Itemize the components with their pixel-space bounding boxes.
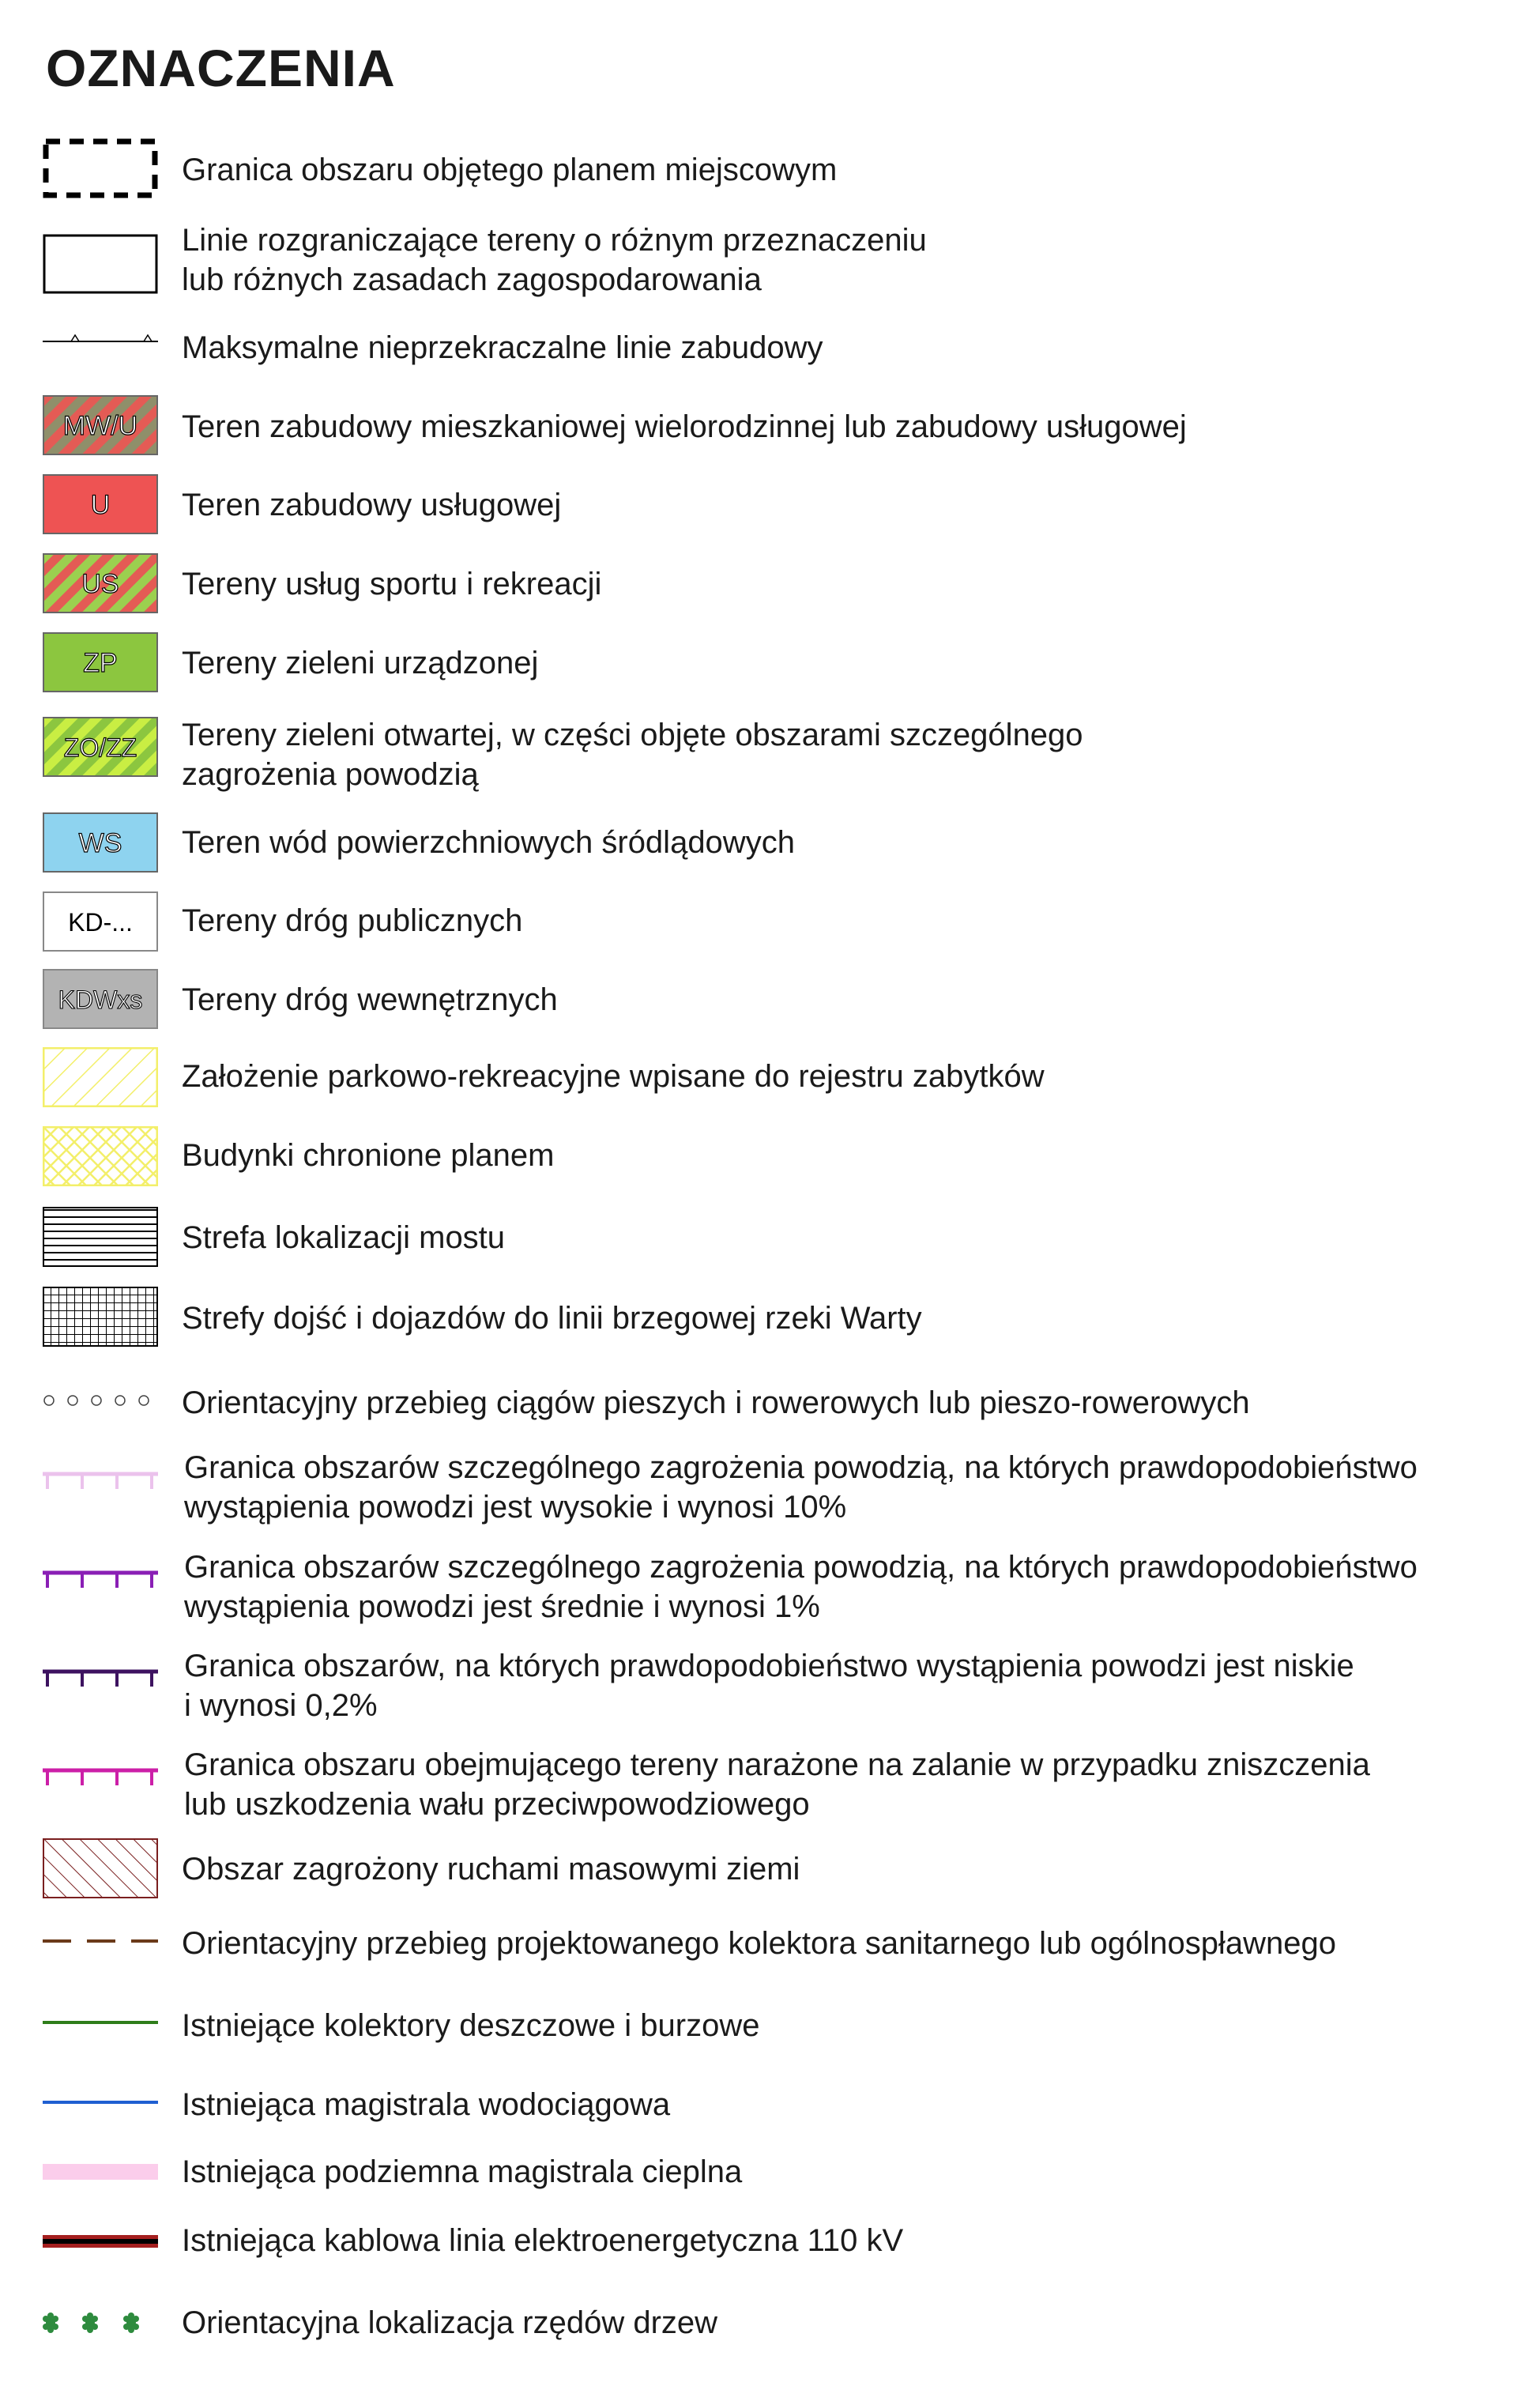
- legend-label-line: Strefy dojść i dojazdów do linii brzegowej rzeki Warty: [182, 1301, 922, 1336]
- legend-label-rzedy-drzew: [182, 2303, 717, 2343]
- flood-02-boundary-symbol: [43, 1668, 158, 1691]
- legend-title: OZNACZENIA: [46, 39, 396, 97]
- ws-zone-swatch: [43, 812, 158, 873]
- legend-label-line: Istniejąca podziemna magistrala cieplna: [182, 2154, 743, 2189]
- legend-label-us: [182, 564, 601, 604]
- legend-label-granica-planu: [182, 150, 837, 190]
- zone-code: US: [81, 569, 119, 599]
- zone-code: ZP: [83, 648, 118, 678]
- legend-label-u: [182, 485, 561, 525]
- legend-label-line: wystąpienia powodzi jest średnie i wynosi 1%: [184, 1589, 820, 1624]
- flood-10-boundary-symbol: [43, 1470, 158, 1494]
- legend-label-kdw: [182, 980, 558, 1020]
- legend-label-line: Istniejące kolektory deszczowe i burzowe: [182, 2008, 760, 2043]
- legend-label-line: Założenie parkowo-rekreacyjne wpisane do rejestru zabytków: [182, 1059, 1045, 1094]
- us-zone-swatch: [43, 553, 158, 613]
- zone-code: KD-...: [68, 908, 133, 937]
- kdw-zone-swatch: [43, 969, 158, 1029]
- legend-label-kolektor-sanitarny: [182, 1924, 1336, 1963]
- legend-label-kolektory-deszczowe: [182, 2006, 759, 2045]
- solid-boundary-symbol: [43, 234, 158, 294]
- legend-label-line: Granica obszarów szczególnego zagrożenia powodzią, na których prawdopodobieństwo: [184, 1550, 1418, 1585]
- legend-label-line: Granica obszarów, na których prawdopodobieństwo wystąpienia powodzi jest niskie: [184, 1649, 1354, 1683]
- protected-buildings-swatch: [43, 1126, 158, 1186]
- dashed-boundary-symbol: [43, 138, 158, 198]
- legend-label-line: Orientacyjny przebieg projektowanego kolektora sanitarnego lub ogólnospławnego: [182, 1926, 1336, 1961]
- mw-u-zone-swatch: [43, 395, 158, 455]
- legend-label-linia-110kv: [182, 2221, 903, 2260]
- legend-label-line: lub różnych zasadach zagospodarowania: [182, 262, 762, 297]
- legend-label-budynki-chronione: [182, 1136, 554, 1175]
- legend-label-line: Istniejąca magistrala wodociągowa: [182, 2087, 671, 2122]
- legend-label-line: Granica obszaru objętego planem miejscowym: [182, 153, 838, 187]
- zone-code: ZO/ZZ: [63, 733, 137, 762]
- heat-main-symbol: [43, 2162, 158, 2181]
- pedestrian-path-symbol: [43, 1393, 158, 1408]
- legend-label-line: zagrożenia powodzią: [182, 757, 479, 792]
- legend-label-ciagi-pieszo-rowerowe: [182, 1383, 1250, 1423]
- legend-label-magistrala-wodociagowa: [182, 2085, 670, 2124]
- u-zone-swatch: [43, 474, 158, 534]
- legend-label-linie-rozgraniczajace: [182, 221, 927, 300]
- legend-label-line: Tereny zieleni otwartej, w części objęte obszarami szczególnego: [182, 718, 1083, 752]
- legend-label-line: Orientacyjna lokalizacja rzędów drzew: [182, 2305, 718, 2340]
- legend-label-kd: [182, 901, 522, 940]
- monument-park-swatch: [43, 1047, 158, 1107]
- flood-1-boundary-symbol: [43, 1569, 158, 1593]
- levee-flood-boundary-symbol: [43, 1766, 158, 1790]
- zone-code: WS: [78, 828, 122, 858]
- legend-label-park-zabytek: [182, 1057, 1045, 1096]
- legend-label-line: Istniejąca kablowa linia elektroenergetyczna 110 kV: [182, 2223, 904, 2258]
- legend-label-strefa-mostu: [182, 1218, 505, 1257]
- legend-label-line: Tereny usług sportu i rekreacji: [182, 567, 602, 601]
- legend-label-line: Teren zabudowy mieszkaniowej wielorodzinnej lub zabudowy usługowej: [182, 409, 1187, 444]
- legend-label-powodz-02: [184, 1646, 1354, 1725]
- storm-collector-symbol: [43, 2018, 158, 2027]
- legend-label-line: lub uszkodzenia wału przeciwpowodziowego: [184, 1787, 810, 1822]
- legend-label-line: Strefa lokalizacji mostu: [182, 1220, 506, 1255]
- legend-label-ruchy-masowe: [182, 1849, 800, 1889]
- kd-zone-swatch: [43, 891, 158, 952]
- legend-label-line: Granica obszarów szczególnego zagrożenia powodzią, na których prawdopodobieństwo: [184, 1450, 1418, 1485]
- zone-code: U: [90, 490, 111, 520]
- legend-label-line: Tereny zieleni urządzonej: [182, 646, 539, 680]
- landslide-zone-swatch: [43, 1838, 158, 1898]
- legend-label-mw-u: [182, 407, 1187, 447]
- tree-row-symbol: [43, 2311, 158, 2335]
- legend-label-line: Teren zabudowy usługowej: [182, 488, 562, 522]
- legend-label-zo-zz: [182, 715, 1083, 794]
- legend-label-line: Tereny dróg wewnętrznych: [182, 982, 558, 1017]
- zone-code: MW/U: [62, 411, 138, 441]
- legend-label-line: wystąpienia powodzi jest wysokie i wynosi 10%: [184, 1490, 847, 1525]
- legend-label-line: Obszar zagrożony ruchami masowymi ziemi: [182, 1852, 800, 1887]
- legend-label-zalanie-wal: [184, 1745, 1370, 1824]
- access-zone-swatch: [43, 1287, 158, 1347]
- legend-label-line: Maksymalne nieprzekraczalne linie zabudowy: [182, 330, 823, 365]
- legend-label-line: Orientacyjny przebieg ciągów pieszych i rowerowych lub pieszo-rowerowych: [182, 1385, 1250, 1420]
- zo-zz-zone-swatch: [43, 717, 158, 777]
- legend-label-line: i wynosi 0,2%: [184, 1688, 378, 1723]
- legend-label-powodz-10: [184, 1448, 1418, 1527]
- sanitary-collector-symbol: [43, 1936, 158, 1946]
- legend-label-line: Teren wód powierzchniowych śródlądowych: [182, 825, 795, 860]
- legend-label-line: Budynki chronione planem: [182, 1138, 555, 1173]
- building-line-symbol: [43, 330, 158, 346]
- legend-label-powodz-1: [184, 1547, 1418, 1626]
- legend-label-ws: [182, 823, 795, 862]
- zp-zone-swatch: [43, 632, 158, 692]
- legend-label-magistrala-cieplna: [182, 2152, 742, 2192]
- legend-label-strefy-dojsc: [182, 1299, 922, 1338]
- bridge-zone-swatch: [43, 1207, 158, 1267]
- legend-label-line: Linie rozgraniczające tereny o różnym przeznaczeniu: [182, 223, 927, 258]
- power-cable-symbol: [43, 2232, 158, 2251]
- legend-label-zp: [182, 643, 538, 683]
- legend-label-line: Tereny dróg publicznych: [182, 903, 523, 938]
- water-main-symbol: [43, 2098, 158, 2107]
- legend-label-line: Granica obszaru obejmującego tereny narażone na zalanie w przypadku zniszczenia: [184, 1747, 1370, 1782]
- zone-code: KDWxs: [58, 986, 143, 1014]
- legend-label-linie-zabudowy: [182, 328, 823, 368]
